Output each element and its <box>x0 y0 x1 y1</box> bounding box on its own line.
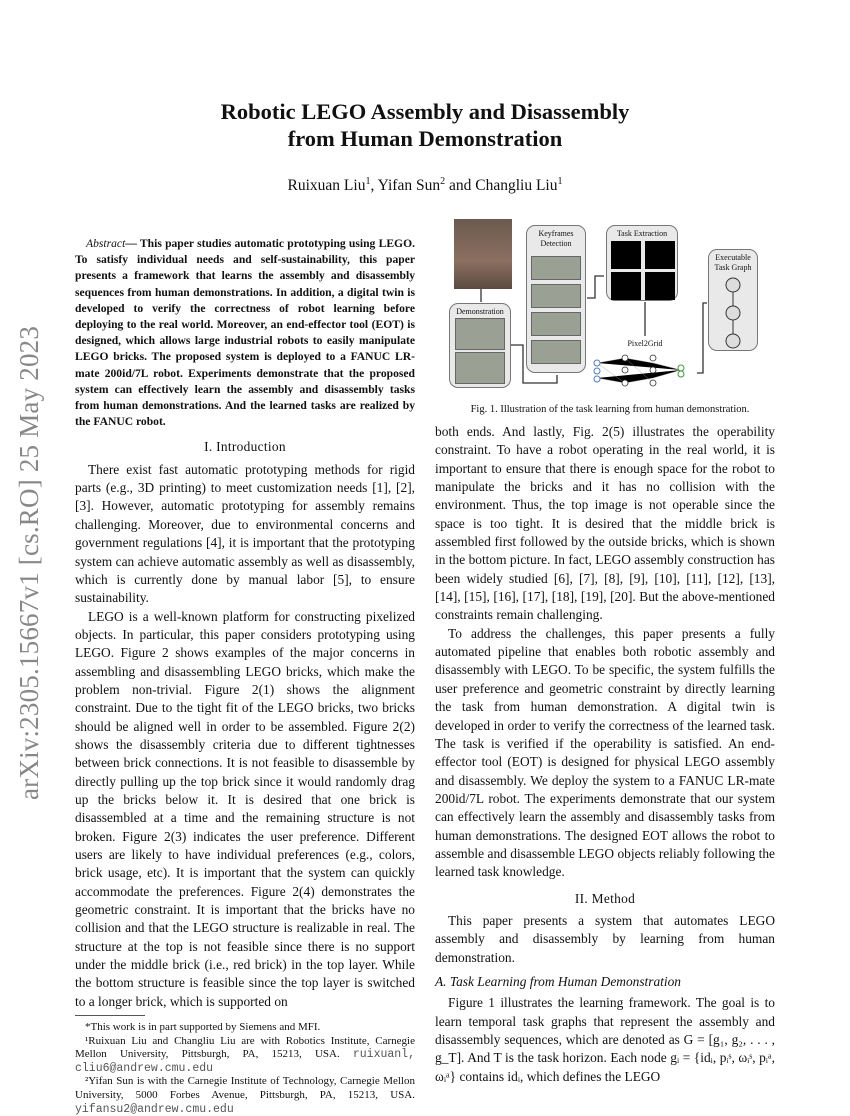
paragraph: Figure 1 illustrates the learning framework. The goal is to learn temporal task graphs that represent the assembly and disassembly sequences, which are denoted as G = [g₁, g₂, . . . , g_T]. And T is the task horizon. Each node gᵢ = {idᵢ, pᵢˢ, ωᵢˢ, pᵢᵃ, ωᵢᵃ} contains idᵢ, which defines the LEGO <box>435 995 775 1084</box>
right-column <box>435 423 775 1086</box>
section-heading-method: II. Method <box>574 890 636 906</box>
paragraph: both ends. And lastly, Fig. 2(5) illustrates the operability constraint. To have a robot operating in the real world, it is important to ensure that there is enough space for the robot to manipulate the bricks and it has no collision with the environment. Thus, the top image is not operable since the space is too tight. It is desired that the middle brick is assembled first followed by the outside bricks, which is shown in the bottom picture. In fact, LEGO assembly construction has been widely studied [6], [7], [8], [9], [10], [11], [12], [13], [14], [15], [16], [17], [18], [19], [20]. But the above-mentioned constraints remain challenging. <box>435 424 775 623</box>
figure-caption: Fig. 1. Illustration of the task learning from human demonstration. <box>470 404 750 415</box>
footnotes: *This work is in part supported by Siemens and MFI. ¹Ruixuan Liu and Changliu Liu are with Robotics Institute, Carnegie Mellon University, Pittsburgh, PA, 15213, USA. ruixuanl, cliu6@andrew.cmu.edu ²Yifan Sun is with the Carnegie Institute of Technology, Carnegie Mellon University, 5000 Forbes Avenue, Pittsburgh, PA, 15213, USA. yifansu2@andrew.cmu.edu <box>75 1011 415 1116</box>
executable-task-graph-box: Executable Task Graph <box>708 249 758 351</box>
section-heading-introduction: I. Introduction <box>204 439 286 455</box>
figure-1 <box>445 218 775 388</box>
paragraph: To address the challenges, this paper presents a fully automated pipeline that enables both robotic assembly and disassembly with LEGO. To be specific, the system fulfills the user preference and geometric constraint by directly learning the task from human demonstration. A digital twin is developed in order to verify the correctness of the learned task. The task is verified if the operability is satisfied. An end-effector tool (EOT) is designed for physical LEGO assembly and disassembly. We deploy the system to a FANUC LR-mate 200id/7L robot. The experiments demonstrate that our system can effectively learn the assembly and disassembly tasks from human demonstrations. The designed EOT allows the robot to assemble and disassemble LEGO objects reliably following the learned task knowledge. <box>435 625 775 880</box>
demonstration-box: Demonstration <box>449 303 511 388</box>
paragraph: LEGO is a well-known platform for constructing pixelized objects. In particular, this paper considers prototyping using LEGO. Figure 2 shows examples of the major concerns in assembling and disassembling LEGO bricks, which make the problem non-trivial. Figure 2(1) shows the alignment constraint. Due to the tight fit of the LEGO bricks, two bricks should be aligned well in order to be assembled. Figure 2(2) shows the disassembly criteria due to different tightnesses between brick connections. It is not feasible to disassemble by directly pulling up the top brick since it would randomly drag up the bricks below it. It is desired that one brick is disassembled at a time and the remaining structure is not broken. Figure 2(3) indicates the user preference. Different users are likely to have individual preferences (e.g., colors, brick usage, etc). It is important that the system can quickly accommodate the preferences. Figure 2(4) demonstrates the geometric constraint. It is important that the bricks have no collision and that the LEGO structure is realizable in real. The structure at the top is not feasible since there is no support under the middle brick (i.e., red brick) in the top layer. While the bottom structure is feasible since the top layer is switched to a longer brick, which is supported on <box>75 608 415 1009</box>
arxiv-watermark: arXiv:2305.15667v1 [cs.RO] 25 May 2023 <box>14 325 44 800</box>
paper-title: Robotic LEGO Assembly and Disassembly from Human Demonstration <box>220 99 630 151</box>
paragraph: There exist fast automatic prototyping methods for rigid parts (e.g., 3D printing) to meet customization needs [1], [2], [3]. However, automatic prototyping for assembly remains challenging. Moreover, due to environmental concerns and government regulations [4], it is important that the prototyping system can achieve automatic assembly as well as disassembly, which is currently done by manual labor [5], to ensure sustainability. <box>75 461 415 606</box>
keyframes-detection-box: Keyframes Detection <box>526 225 586 373</box>
subsection-heading: A. Task Learning from Human Demonstration <box>435 973 682 989</box>
authors: Ruixuan Liu$^1$, Yifan Sun$^2$ and Changliu Liu$^1$ <box>287 176 563 195</box>
abstract: Abstract— This paper studies automatic prototyping using LEGO. To satisfy individual needs and self-sustainability, this paper presents a framework that learns the assembly and disassembly sequences from human demonstrations. In addition, a digital twin is developed to verify the correctness of robot learning before deploying to the real world. Moreover, an end-effector tool (EOT) is designed, which allows large industrial robots to easily manipulate LEGO bricks. The proposed system is deployed to a FANUC LR-mate 200id/7L robot. Experiments demonstrate that the proposed system can effectively learn the assembly and disassembly tasks from human demonstrations. And the learned tasks are realized by the FANUC robot. <box>75 237 415 429</box>
task-extraction-box: Task Extraction <box>606 225 678 301</box>
left-column <box>75 236 415 1116</box>
pixel2grid-label: Pixel2Grid <box>627 339 663 348</box>
paragraph: This paper presents a system that automates LEGO assembly and disassembly by learning from human demonstration. <box>435 912 775 965</box>
